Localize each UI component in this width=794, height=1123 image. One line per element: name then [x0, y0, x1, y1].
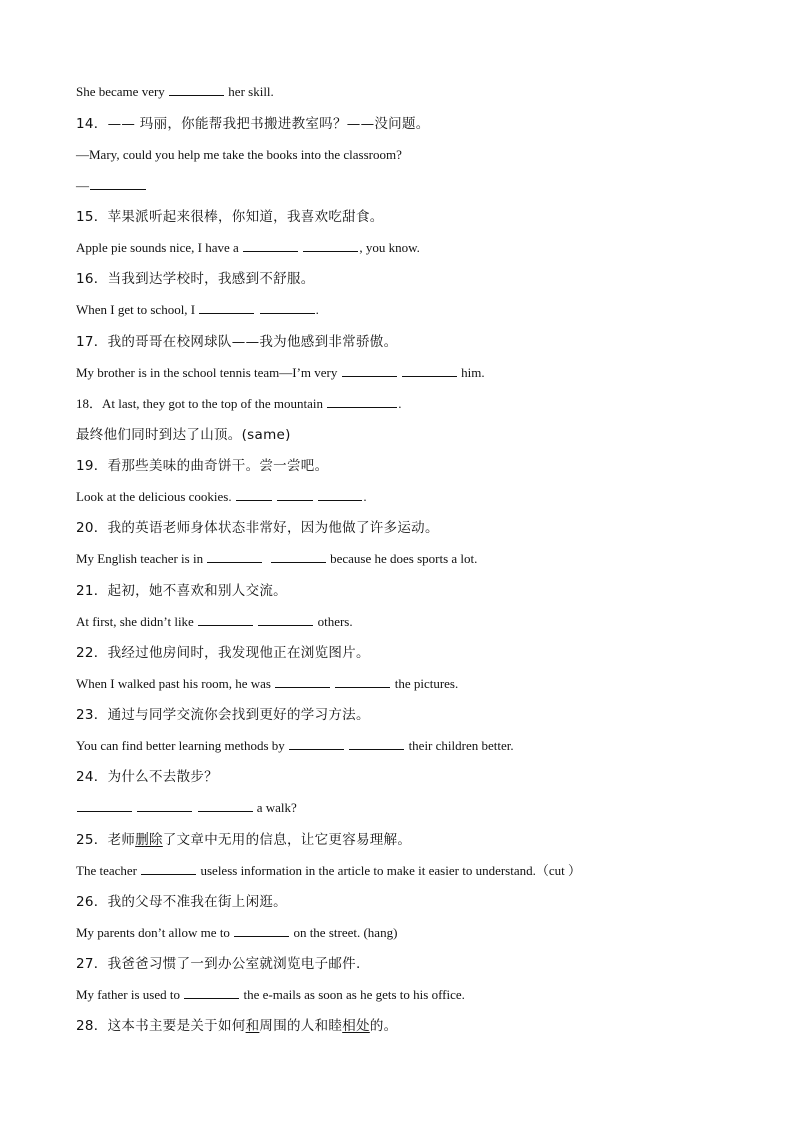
text: Look at the delicious cookies.: [76, 489, 235, 504]
answer-blank[interactable]: [402, 364, 457, 377]
answer-blank[interactable]: [184, 986, 239, 999]
answer-blank[interactable]: [169, 83, 224, 96]
question-18-english: [76, 395, 754, 413]
answer-blank[interactable]: [77, 799, 132, 812]
answer-blank[interactable]: [199, 301, 254, 314]
answer-blank[interactable]: [260, 301, 315, 314]
question-16-chinese: 16．当我到达学校时，我感到不舒服。: [76, 271, 315, 287]
text: their children better.: [405, 738, 514, 753]
question-19-chinese: 19．看那些美味的曲奇饼干。尝一尝吧。: [76, 458, 329, 474]
answer-blank[interactable]: [277, 488, 313, 501]
answer-blank[interactable]: [207, 550, 262, 563]
text: My father is used to: [76, 987, 184, 1002]
text: because he does sports a lot.: [326, 551, 478, 566]
sentence-17-english: [76, 364, 754, 382]
sentence-25-english: [76, 862, 754, 880]
answer-blank[interactable]: [335, 675, 390, 688]
answer-blank[interactable]: [198, 799, 253, 812]
sentence-26-english: [76, 924, 754, 942]
text: .: [398, 396, 402, 411]
text: 28．这本书主要是关于如何: [76, 1018, 246, 1034]
answer-blank[interactable]: [318, 488, 362, 501]
sentence-16-english: [76, 301, 754, 319]
question-20-chinese: 20．我的英语老师身体状态非常好，因为他做了许多运动。: [76, 520, 439, 536]
answer-blank[interactable]: [234, 924, 289, 937]
question-15-chinese: 15．苹果派听起来很棒，你知道，我喜欢吃甜食。: [76, 209, 384, 225]
question-21-chinese: 21．起初，她不喜欢和别人交流。: [76, 583, 287, 599]
text: My parents don’t allow me to: [76, 925, 234, 940]
question-17-chinese: 17．我的哥哥在校网球队——我为他感到非常骄傲。: [76, 334, 398, 350]
text: useless information in the article to make it easier to understand.（cut ）: [197, 863, 581, 878]
question-26-chinese: 26．我的父母不准我在街上闲逛。: [76, 894, 287, 910]
answer-blank[interactable]: [327, 395, 397, 408]
answer-blank[interactable]: [275, 675, 330, 688]
answer-blank[interactable]: [236, 488, 272, 501]
text: You can find better learning methods by: [76, 738, 289, 753]
answer-blank[interactable]: [271, 550, 326, 563]
text: .: [363, 489, 367, 504]
text: 了文章中无用的信息，让它更容易理解。: [162, 832, 412, 848]
text: The teacher: [76, 863, 141, 878]
sentence-19-english: [76, 488, 754, 506]
underlined-text: 删除: [135, 832, 163, 848]
question-22-chinese: 22．我经过他房间时，我发现他正在浏览图片。: [76, 645, 370, 661]
text: .: [315, 302, 319, 317]
text: others.: [314, 614, 353, 629]
text: 25．老师: [76, 832, 136, 848]
text: She became very: [76, 84, 169, 99]
question-27-chinese: 27．我爸爸习惯了一到办公室就浏览电子邮件.: [76, 956, 361, 972]
answer-blank[interactable]: [303, 239, 358, 252]
question-25-chinese: [76, 831, 754, 849]
answer-blank[interactable]: [243, 239, 298, 252]
sentence-15-english: [76, 239, 754, 257]
answer-blank[interactable]: [258, 613, 313, 626]
question-14-chinese: 14．—— 玛丽，你能帮我把书搬进教室吗？——没问题。: [76, 116, 430, 132]
text: 18．At last, they got to the top of the mountain: [76, 396, 327, 411]
underlined-text: 和: [245, 1018, 260, 1034]
text: her skill.: [225, 84, 274, 99]
sentence-14-response: [76, 177, 754, 195]
question-24-chinese: 24．为什么不去散步？: [76, 769, 218, 785]
text: When I get to school, I: [76, 302, 199, 317]
text: 周围的人和睦: [259, 1018, 343, 1034]
text: on the street. (hang): [290, 925, 398, 940]
text: My English teacher is in: [76, 551, 207, 566]
answer-blank[interactable]: [137, 799, 192, 812]
text: , you know.: [359, 240, 420, 255]
sentence-27-english: [76, 986, 754, 1004]
sentence-20-english: [76, 550, 754, 568]
sentence-21-english: [76, 613, 754, 631]
text: My brother is in the school tennis team—I’m very: [76, 365, 341, 380]
answer-blank[interactable]: [342, 364, 397, 377]
text: a walk?: [253, 800, 297, 815]
answer-blank[interactable]: [349, 737, 404, 750]
answer-blank[interactable]: [289, 737, 344, 750]
answer-blank[interactable]: [198, 613, 253, 626]
answer-blank[interactable]: [141, 862, 196, 875]
question-23-chinese: 23．通过与同学交流你会找到更好的学习方法。: [76, 707, 370, 723]
text: —: [76, 178, 89, 193]
sentence-14-english: —Mary, could you help me take the books into the classroom?: [76, 147, 402, 162]
text: 的。: [369, 1018, 398, 1034]
sentence-23-english: [76, 737, 754, 755]
text: him.: [457, 365, 485, 380]
answer-blank[interactable]: [90, 177, 146, 190]
text: When I walked past his room, he was: [76, 676, 275, 691]
sentence-22-english: [76, 675, 754, 693]
sentence-13-english: [76, 83, 754, 101]
text: the pictures.: [391, 676, 459, 691]
text: Apple pie sounds nice, I have a: [76, 240, 243, 255]
text: At first, she didn’t like: [76, 614, 198, 629]
underlined-text: 相处: [342, 1018, 370, 1034]
sentence-18-chinese: 最终他们同时到达了山顶。(same): [76, 427, 291, 443]
question-28-chinese: [76, 1017, 754, 1035]
sentence-24-english: [76, 799, 754, 817]
text: the e-mails as soon as he gets to his office.: [240, 987, 465, 1002]
